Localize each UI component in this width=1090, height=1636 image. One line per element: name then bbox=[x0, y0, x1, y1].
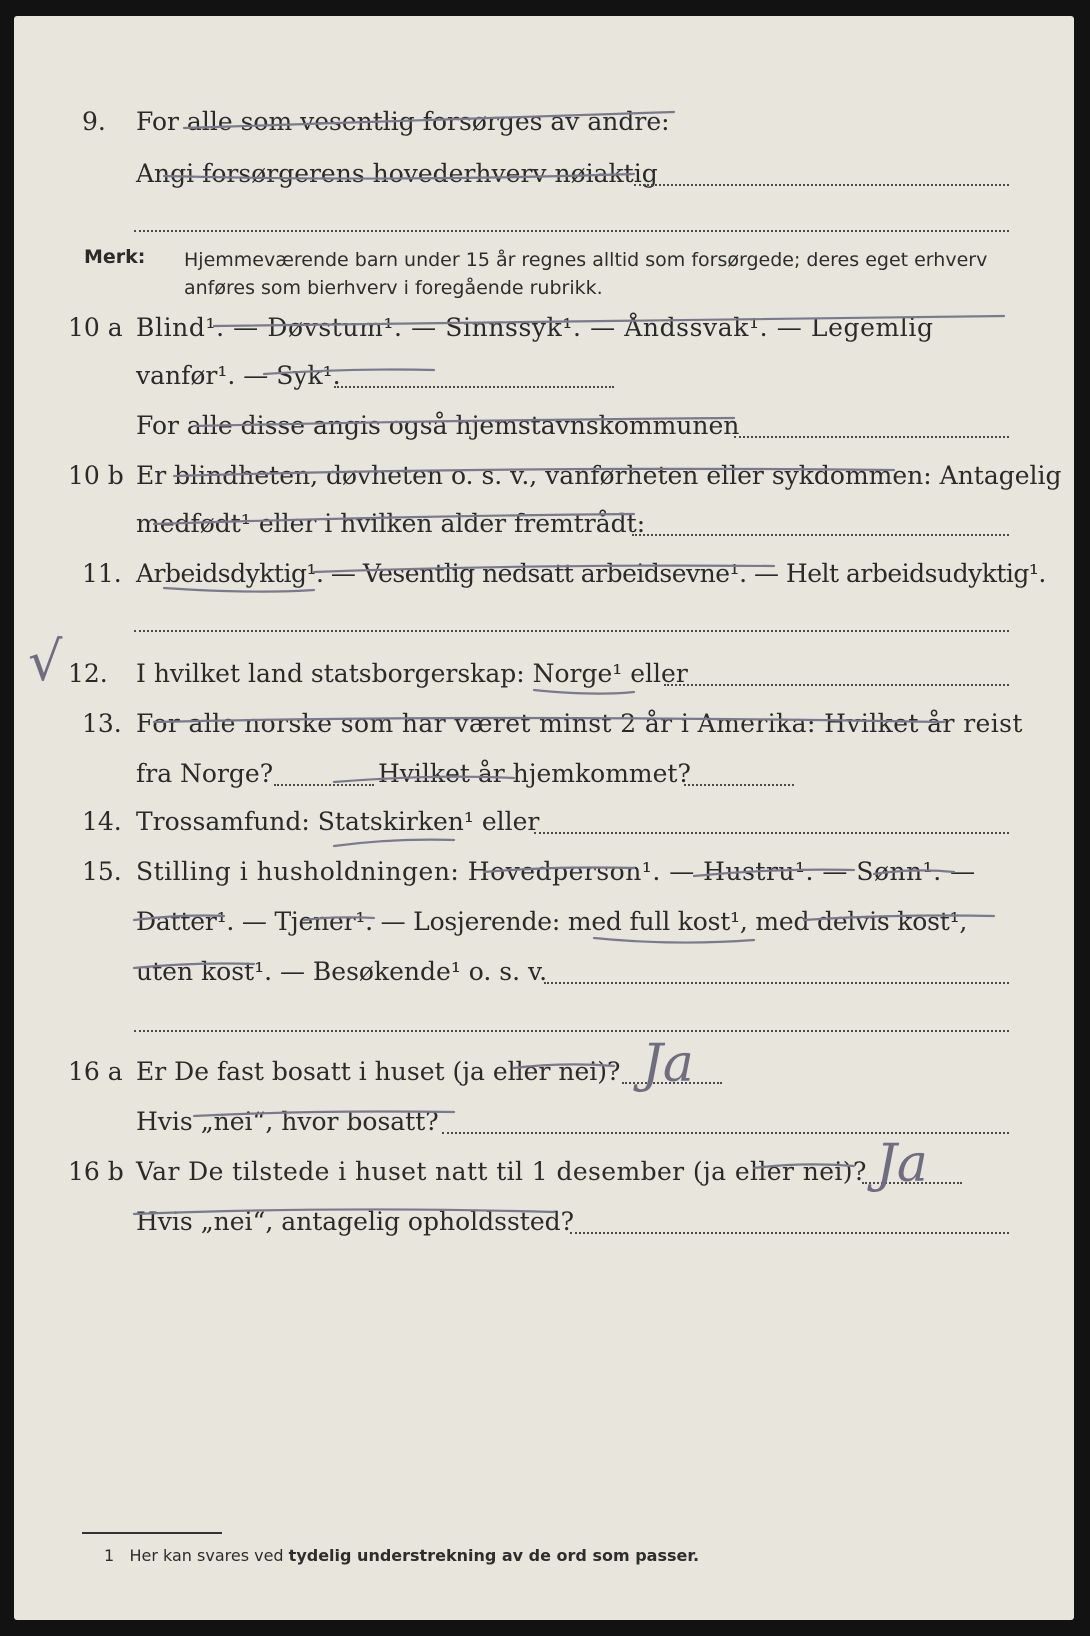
item-10b-line-1: Er blindheten, døvheten o. s. v., vanførheten eller sykdommen: Antagelig bbox=[136, 461, 1062, 490]
census-form-page bbox=[14, 16, 1074, 1620]
item-10b-line-2: medfødt¹ eller i hvilken alder fremtrådt: bbox=[136, 509, 646, 538]
item-11-number: 11. bbox=[82, 559, 122, 588]
item-16b-line-2: Hvis „nei“, antagelig opholdssted? bbox=[136, 1207, 575, 1236]
item-12-line-1: I hvilket land statsborgerskap: Norge¹ eller bbox=[136, 659, 688, 688]
item-9-number: 9. bbox=[82, 107, 106, 136]
footnote-mark: 1 bbox=[104, 1546, 115, 1565]
item-14-line-1: Trossamfund: Statskirken¹ eller bbox=[136, 807, 540, 836]
item-10a-line-2: vanfør¹. — Syk¹. bbox=[136, 361, 341, 390]
item-15-line-2: Datter¹. — Tjener¹. — Losjerende: med full kost¹, med delvis kost¹, bbox=[136, 907, 968, 936]
footnote-text: Her kan svares ved bbox=[129, 1546, 284, 1565]
item-10a-number: 10 a bbox=[68, 313, 123, 342]
handwritten-answer-16a: Ja bbox=[642, 1034, 694, 1094]
pencil-markings bbox=[14, 16, 1074, 1620]
item-13-number: 13. bbox=[82, 709, 122, 738]
item-11-line-1: Arbeidsdyktig¹. — Vesentlig nedsatt arbeidsevne¹. — Helt arbeidsudyktig¹. bbox=[136, 559, 1046, 588]
item-10a-line-3: For alle disse angis også hjemstavnskommunen bbox=[136, 411, 740, 440]
item-13-line-1: For alle norske som har været minst 2 år i Amerika: Hvilket år reist bbox=[136, 709, 1023, 738]
item-15-line-3: uten kost¹. — Besøkende¹ o. s. v. bbox=[136, 957, 548, 986]
footnote bbox=[104, 1546, 699, 1565]
merk-text: Hjemmeværende barn under 15 år regnes alltid som forsørgede; deres eget erhverv anføres som bierhverv i foregående rubrikk. bbox=[184, 249, 988, 299]
item-13-line-3: Hvilket år hjemkommet? bbox=[378, 759, 691, 788]
item-16b-number: 16 b bbox=[68, 1157, 124, 1186]
item-16a-line-1: Er De fast bosatt i huset (ja eller nei)? bbox=[136, 1057, 621, 1086]
item-12-number: 12. bbox=[68, 659, 108, 688]
item-13-line-2: fra Norge? bbox=[136, 759, 274, 788]
item-16b-line-1: Var De tilstede i huset natt til 1 desember (ja eller nei)? bbox=[136, 1157, 867, 1186]
item-9-line-1: For alle som vesentlig forsørges av andre: bbox=[136, 107, 670, 136]
item-9-line-2: Angi forsørgerens hovederhverv nøiaktig bbox=[136, 159, 658, 188]
item-15-number: 15. bbox=[82, 857, 122, 886]
item-10a-line-1: Blind¹. — Døvstum¹. — Sinnssyk¹. — Åndssvak¹. — Legemlig bbox=[136, 313, 934, 342]
item-15-line-1: Stilling i husholdningen: Hovedperson¹. — Hustru¹. — Sønn¹. — bbox=[136, 857, 976, 886]
handwritten-tick-12: √ bbox=[28, 630, 63, 693]
merk-label: Merk: bbox=[84, 246, 146, 268]
item-14-number: 14. bbox=[82, 807, 122, 836]
handwritten-answer-16b: Ja bbox=[876, 1134, 928, 1194]
footnote-rule bbox=[82, 1532, 222, 1534]
footnote-text-bold: tydelig understrekning av de ord som passer. bbox=[288, 1546, 700, 1565]
item-10b-number: 10 b bbox=[68, 461, 124, 490]
item-16a-line-2: Hvis „nei“, hvor bosatt? bbox=[136, 1107, 439, 1136]
item-16a-number: 16 a bbox=[68, 1057, 123, 1086]
